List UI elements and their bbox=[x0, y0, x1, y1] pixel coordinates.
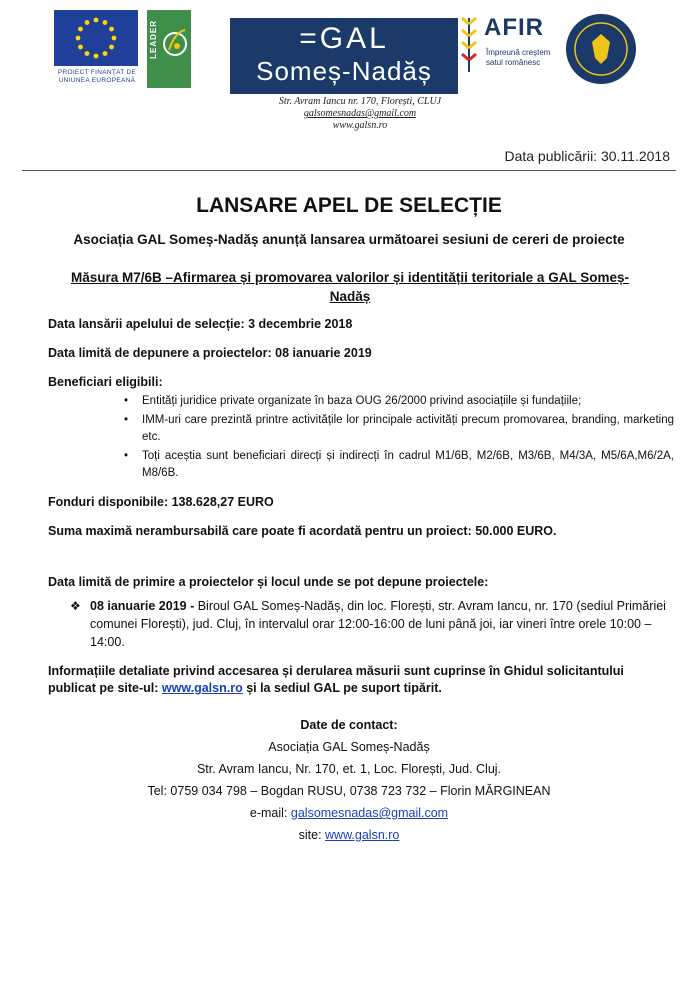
list-item: • Toți aceștia sunt beneficiari direcți și indirecți în cadrul M1/6B, M2/6B, M3/6B, M4/3A, M5/6A,M6/2A, M8/6B. bbox=[118, 448, 674, 482]
submission-detail: Biroul GAL Someș-Nadăș, din loc. Florești, str. Avram Iancu, nr. 170 (sediul Primăriei comunei Florești), jud. Cluj, în intervalul orar 12:00-16:00 de luni până joi, iar vineri între orele 10:00 – 14:00. bbox=[90, 599, 666, 649]
eu-flag-icon bbox=[54, 10, 138, 66]
eu-caption-line2: UNIUNEA EUROPEANĂ bbox=[58, 77, 136, 84]
contact-section bbox=[0, 714, 698, 846]
eu-caption-line1: PROIECT FINANȚAT DE bbox=[57, 69, 137, 76]
measure-title: Măsura M7/6B –Afirmarea și promovarea valorilor și identității teritoriale a GAL Someș-Nadăș bbox=[71, 270, 629, 304]
available-funds: Fonduri disponibile: 138.628,27 EURO bbox=[48, 495, 274, 509]
max-amount: Suma maximă nerambursabilă care poate fi acordată pentru un proiect: 50.000 EURO. bbox=[48, 524, 557, 538]
deadline: Data limită de depunere a proiectelor: 08 ianuarie 2019 bbox=[48, 346, 372, 360]
contact-address: Str. Avram Iancu, Nr. 170, et. 1, Loc. Florești, Jud. Cluj. bbox=[196, 762, 502, 776]
contact-site: site: www.galsn.ro bbox=[298, 828, 400, 842]
submission-date: 08 ianuarie 2019 - bbox=[90, 599, 195, 613]
header-logos bbox=[54, 10, 654, 96]
contact-title: Date de contact: bbox=[300, 718, 398, 732]
info-paragraph: Informațiile detaliate privind accesarea și derularea măsurii sunt cuprinse în Ghidul solicitantului publicat pe site-ul: www.galsn.ro și la sediul GAL pe suport tipărit. bbox=[48, 664, 624, 695]
leader-label: LEADER bbox=[149, 20, 158, 59]
gal-logo bbox=[230, 18, 458, 94]
contact-email-link[interactable]: galsomesnadas@gmail.com bbox=[290, 806, 449, 820]
diamond-bullet-icon: ❖ bbox=[70, 599, 81, 613]
afir-tagline: Împreună creștem satul românesc bbox=[486, 48, 551, 67]
list-item: • IMM-uri care prezintă printre activitățile lor principale activități precum promovarea, branding, marketing etc. bbox=[118, 412, 674, 446]
list-item bbox=[70, 597, 674, 651]
header-divider bbox=[22, 170, 676, 171]
eu-logo bbox=[54, 10, 140, 96]
info-website-link[interactable]: www.galsn.ro bbox=[161, 681, 243, 695]
page-subtitle: Asociația GAL Someș-Nadăș anunță lansarea următoarei sesiuni de cereri de proiecte bbox=[73, 232, 625, 247]
government-logo bbox=[566, 14, 636, 84]
gal-logo-line2: Someș-Nadăș bbox=[256, 56, 432, 86]
afir-name: AFIR bbox=[484, 14, 544, 41]
organization-address bbox=[200, 96, 520, 132]
leader-logo bbox=[147, 10, 191, 88]
announcement-body bbox=[48, 316, 674, 709]
address-line: Str. Avram Iancu nr. 170, Florești, CLUJ bbox=[278, 96, 442, 107]
leader-emblem-icon bbox=[147, 10, 191, 88]
afir-wheat-icon bbox=[458, 14, 480, 74]
page-title: LANSARE APEL DE SELECȚIE bbox=[196, 194, 502, 217]
submission-list bbox=[48, 597, 674, 651]
header-email-link[interactable]: galsomesnadas@gmail.com bbox=[303, 108, 417, 119]
launch-date: Data lansării apelului de selecție: 3 decembrie 2018 bbox=[48, 317, 353, 331]
list-item: • Entități juridice private organizate în baza OUG 26/2000 privind asociațiile și fundațiile; bbox=[118, 393, 674, 410]
submission-heading: Data limită de primire a proiectelor și locul unde se pot depune proiectele: bbox=[48, 575, 489, 589]
contact-organization: Asociația GAL Someș-Nadăș bbox=[268, 740, 430, 754]
contact-phones: Tel: 0759 034 798 – Bogdan RUSU, 0738 723 732 – Florin MĂRGINEAN bbox=[147, 784, 551, 798]
header-website[interactable]: www.galsn.ro bbox=[332, 120, 388, 131]
contact-site-link[interactable]: www.galsn.ro bbox=[325, 828, 400, 842]
publication-date: Data publicării: 30.11.2018 bbox=[504, 148, 670, 164]
gov-seal-icon bbox=[566, 14, 636, 84]
gal-logo-line1: =GAL bbox=[299, 22, 389, 55]
afir-logo bbox=[458, 14, 558, 90]
beneficiaries-heading: Beneficiari eligibili: bbox=[48, 375, 163, 389]
beneficiaries-list bbox=[48, 393, 674, 482]
contact-email: e-mail: galsomesnadas@gmail.com bbox=[249, 806, 449, 820]
